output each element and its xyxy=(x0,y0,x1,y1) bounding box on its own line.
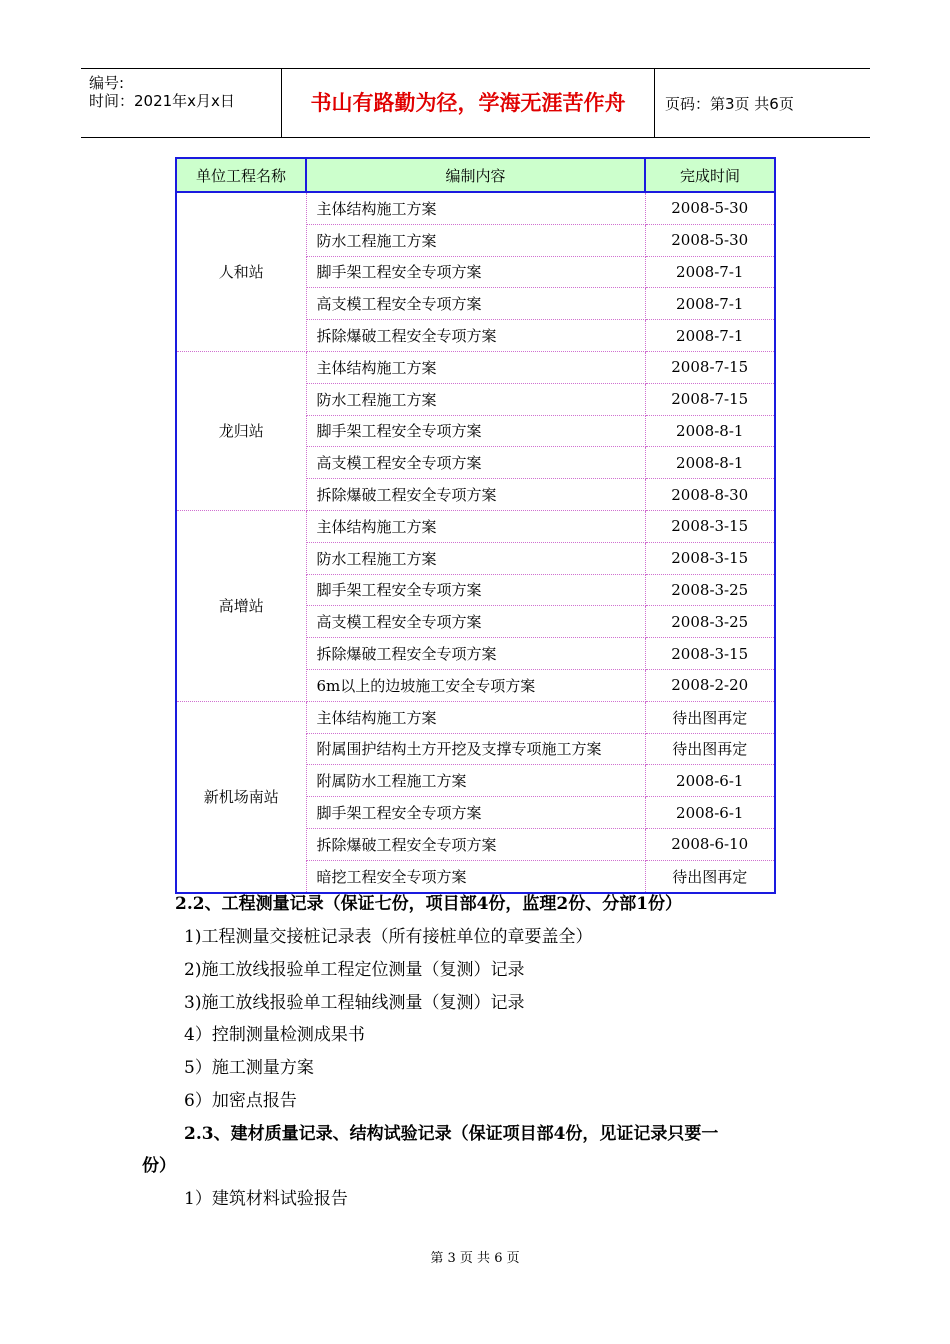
column-header-content: 编制内容 xyxy=(306,158,645,192)
completion-date-cell: 2008-7-1 xyxy=(645,288,775,320)
completion-date-cell: 2008-3-15 xyxy=(645,542,775,574)
list-item: 5）施工测量方案 xyxy=(184,1058,314,1078)
completion-date-cell: 2008-7-1 xyxy=(645,256,775,288)
plan-content-cell: 高支模工程安全专项方案 xyxy=(306,606,645,638)
completion-date-cell: 2008-8-1 xyxy=(645,447,775,479)
completion-date-cell: 2008-8-30 xyxy=(645,479,775,511)
table-row xyxy=(176,510,775,542)
completion-date-cell: 2008-7-15 xyxy=(645,351,775,383)
plan-content-cell: 脚手架工程安全专项方案 xyxy=(306,574,645,606)
column-header-date: 完成时间 xyxy=(645,158,775,192)
table-row xyxy=(176,351,775,383)
station-name-cell: 高增站 xyxy=(176,510,306,701)
plan-content-cell: 脚手架工程安全专项方案 xyxy=(306,797,645,829)
completion-date-cell: 2008-7-1 xyxy=(645,320,775,352)
completion-date-cell: 待出图再定 xyxy=(645,733,775,765)
plan-content-cell: 主体结构施工方案 xyxy=(306,701,645,733)
list-item: 1)工程测量交接桩记录表（所有接桩单位的章要盖全） xyxy=(184,927,593,947)
section-2-3-heading-cont: 份） xyxy=(142,1156,176,1176)
plan-content-cell: 防水工程施工方案 xyxy=(306,383,645,415)
plan-content-cell: 拆除爆破工程安全专项方案 xyxy=(306,638,645,670)
list-item: 1）建筑材料试验报告 xyxy=(184,1189,348,1209)
plan-content-cell: 主体结构施工方案 xyxy=(306,351,645,383)
completion-date-cell: 2008-3-15 xyxy=(645,510,775,542)
section-2-2-heading: 2.2、工程测量记录（保证七份，项目部4份，监理2份、分部1份） xyxy=(175,894,683,914)
completion-date-cell: 2008-3-25 xyxy=(645,574,775,606)
list-item: 4）控制测量检测成果书 xyxy=(184,1025,365,1045)
plan-content-cell: 附属围护结构土方开挖及支撑专项施工方案 xyxy=(306,733,645,765)
completion-date-cell: 2008-8-1 xyxy=(645,415,775,447)
plan-content-cell: 高支模工程安全专项方案 xyxy=(306,447,645,479)
completion-date-cell: 2008-2-20 xyxy=(645,669,775,701)
plan-content-cell: 脚手架工程安全专项方案 xyxy=(306,256,645,288)
station-name-cell: 人和站 xyxy=(176,192,306,351)
page-header xyxy=(81,68,870,138)
plan-content-cell: 高支模工程安全专项方案 xyxy=(306,288,645,320)
completion-date-cell: 待出图再定 xyxy=(645,701,775,733)
completion-date-cell: 2008-6-10 xyxy=(645,828,775,860)
completion-date-cell: 2008-6-1 xyxy=(645,797,775,829)
completion-date-cell: 2008-6-1 xyxy=(645,765,775,797)
completion-date-cell: 2008-3-25 xyxy=(645,606,775,638)
completion-date-cell: 2008-7-15 xyxy=(645,383,775,415)
plan-content-cell: 防水工程施工方案 xyxy=(306,224,645,256)
time-label: 时间：2021年x月x日 xyxy=(89,92,235,110)
completion-date-cell: 2008-3-15 xyxy=(645,638,775,670)
plan-content-cell: 主体结构施工方案 xyxy=(306,192,645,224)
plan-content-cell: 防水工程施工方案 xyxy=(306,542,645,574)
list-item: 6）加密点报告 xyxy=(184,1091,297,1111)
section-2-3-heading: 2.3、建材质量记录、结构试验记录（保证项目部4份，见证记录只要一 xyxy=(184,1124,719,1144)
list-item: 3)施工放线报验单工程轴线测量（复测）记录 xyxy=(184,993,525,1013)
plan-content-cell: 拆除爆破工程安全专项方案 xyxy=(306,320,645,352)
completion-date-cell: 2008-5-30 xyxy=(645,192,775,224)
column-header-unit: 单位工程名称 xyxy=(176,158,306,192)
station-name-cell: 龙归站 xyxy=(176,351,306,510)
completion-date-cell: 2008-5-30 xyxy=(645,224,775,256)
plan-content-cell: 拆除爆破工程安全专项方案 xyxy=(306,479,645,511)
plan-table xyxy=(175,157,776,894)
list-item: 2)施工放线报验单工程定位测量（复测）记录 xyxy=(184,960,525,980)
number-label: 编号: xyxy=(89,74,125,92)
page-footer: 第 3 页 共 6 页 xyxy=(430,1251,520,1266)
plan-content-cell: 主体结构施工方案 xyxy=(306,510,645,542)
plan-content-cell: 6m以上的边坡施工安全专项方案 xyxy=(306,669,645,701)
table-body xyxy=(176,192,775,893)
station-name-cell: 新机场南站 xyxy=(176,701,306,892)
plan-content-cell: 附属防水工程施工方案 xyxy=(306,765,645,797)
plan-content-cell: 拆除爆破工程安全专项方案 xyxy=(306,828,645,860)
header-meta xyxy=(81,69,282,137)
plan-content-cell: 暗挖工程安全专项方案 xyxy=(306,860,645,892)
completion-date-cell: 待出图再定 xyxy=(645,860,775,892)
table-row xyxy=(176,701,775,733)
table-row xyxy=(176,192,775,224)
table-header-row xyxy=(176,158,775,192)
header-motto: 书山有路勤为径，学海无涯苦作舟 xyxy=(282,69,655,137)
page-number-label: 页码：第3页 共6页 xyxy=(665,95,794,113)
plan-content-cell: 脚手架工程安全专项方案 xyxy=(306,415,645,447)
